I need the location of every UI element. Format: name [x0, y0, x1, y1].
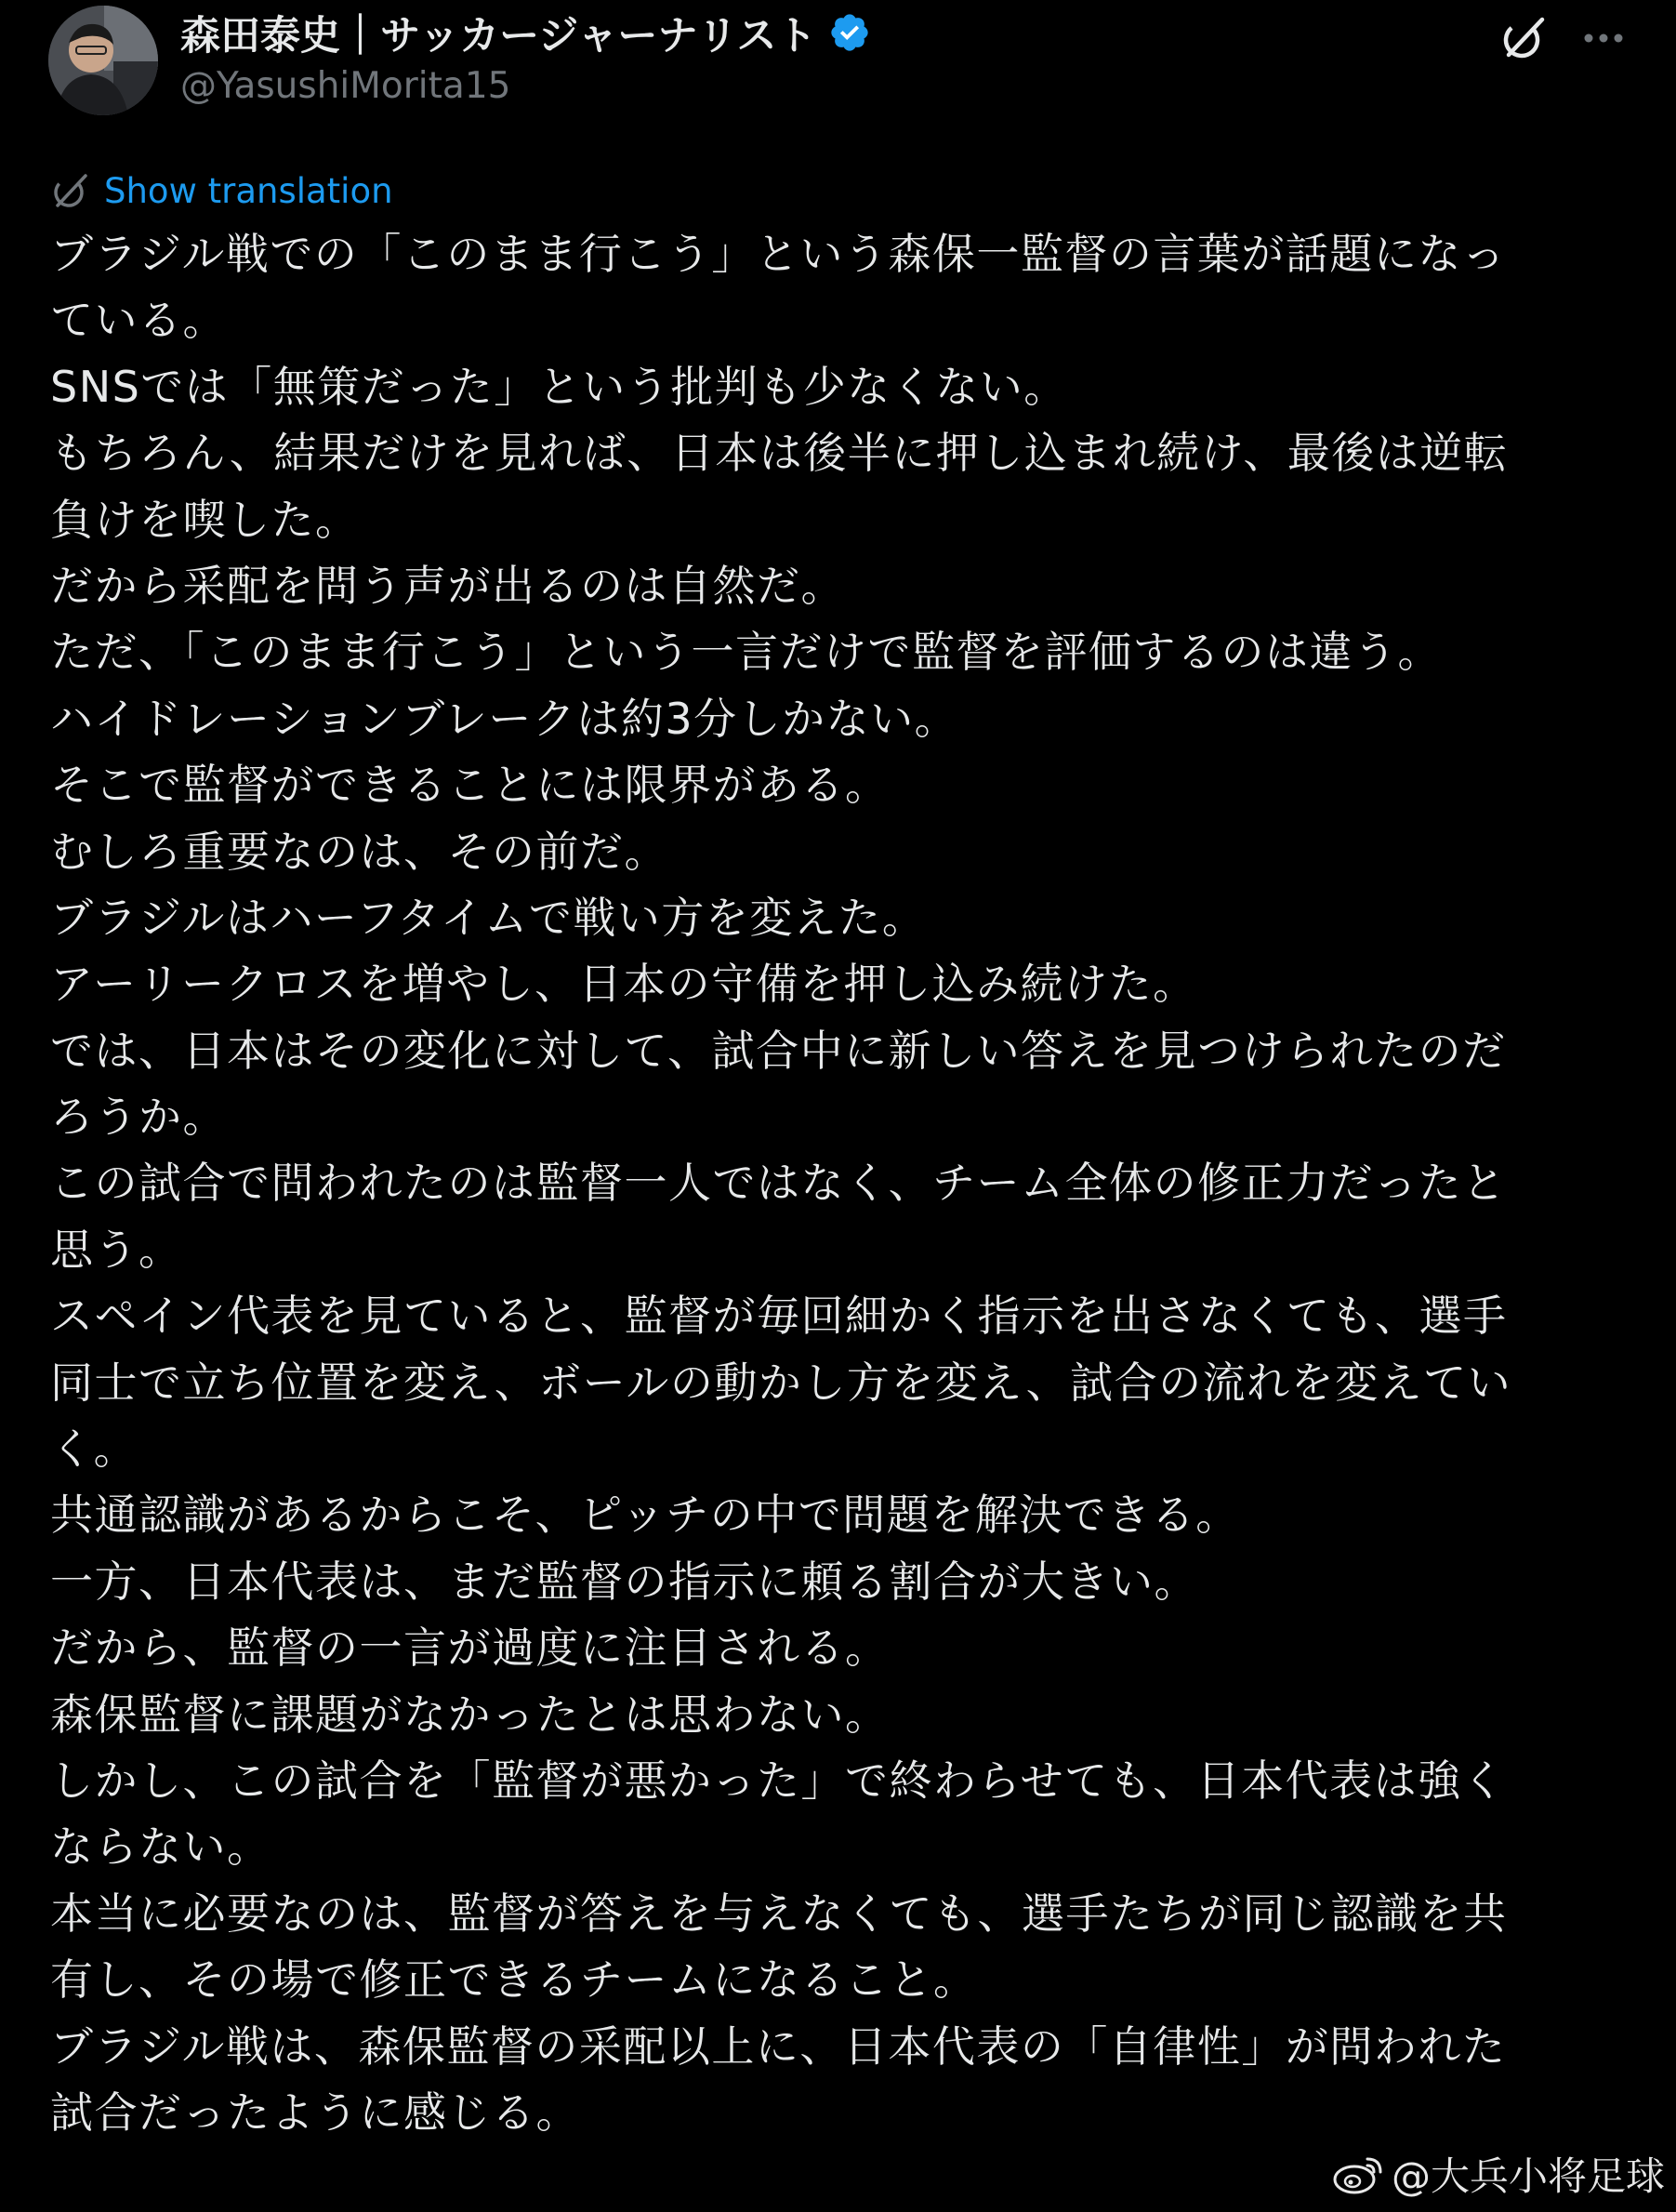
post-line: ている。 — [50, 295, 227, 346]
verified-badge-icon — [828, 11, 871, 54]
show-translation-label[interactable]: Show translation — [104, 170, 393, 211]
post-line: ろうか。 — [50, 1092, 227, 1143]
post-line: 同士で立ち位置を変え、ボールの動かし方を変え、試合の流れを変えてい — [50, 1357, 1512, 1408]
watermark-text: @大兵小将足球 — [1391, 2153, 1665, 2199]
post-line: SNSでは「無策だった」という批判も少なくない。 — [50, 361, 1068, 412]
post-line: 思う。 — [50, 1224, 183, 1275]
post-line: むしろ重要なのは、その前だ。 — [50, 826, 668, 877]
post-line: 森保監督に課題がなかったとは思わない。 — [50, 1689, 890, 1740]
post-line: では、日本はその変化に対して、試合中に新しい答えを見つけられたのだ — [50, 1025, 1507, 1076]
post-line: だから采配を問う声が出るのは自然だ。 — [50, 560, 845, 611]
author-display-name[interactable]: 森田泰史｜サッカージャーナリスト — [180, 12, 817, 60]
post-line: 共通認識があるからこそ、ピッチの中で問題を解決できる。 — [50, 1490, 1240, 1541]
post-line: 有し、その場で修正できるチームになること。 — [50, 1954, 978, 2006]
watermark — [1332, 2144, 1665, 2204]
post-line: ハイドレーションブレークは約3分しかない。 — [50, 693, 959, 744]
author-handle[interactable]: @YasushiMorita15 — [180, 65, 511, 107]
more-horizontal-icon — [1583, 33, 1624, 44]
post-line: この試合で問われたのは監督一人ではなく、チーム全体の修正力だったと — [50, 1158, 1507, 1209]
post-line: ならない。 — [50, 1821, 271, 1873]
more-button[interactable] — [1571, 6, 1636, 71]
post-line: 負けを喫した。 — [50, 494, 360, 545]
grok-icon — [1499, 14, 1548, 62]
show-translation-button[interactable] — [50, 164, 393, 218]
grok-button[interactable] — [1491, 6, 1556, 71]
avatar[interactable] — [48, 6, 158, 115]
post-line: だから、監督の一言が過度に注目される。 — [50, 1623, 890, 1674]
post-line: ブラジル戦での「このまま行こう」という森保一監督の言葉が話題になっ — [50, 229, 1507, 279]
weibo-icon — [1332, 2152, 1386, 2196]
post-line: 試合だったように感じる。 — [50, 2086, 580, 2138]
post-line: ブラジルはハーフタイムで戦い方を変えた。 — [50, 892, 927, 943]
post-line: しかし、この試合を「監督が悪かった」で終わらせても、日本代表は強く — [50, 1755, 1507, 1806]
post-line: そこで監督ができることには限界がある。 — [50, 760, 890, 811]
author-name-row — [180, 6, 871, 60]
post-line: もちろん、結果だけを見れば、日本は後半に押し込まれ続け、最後は逆転 — [50, 428, 1509, 479]
post-line: 一方、日本代表は、まだ監督の指示に頼る割合が大きい。 — [50, 1556, 1198, 1607]
post-line: アーリークロスを増やし、日本の守備を押し込み続けた。 — [50, 959, 1197, 1010]
post-line: スペイン代表を見ていると、監督が毎回細かく指示を出さなくても、選手 — [50, 1291, 1508, 1342]
post-line: ブラジル戦は、森保監督の采配以上に、日本代表の「自律性」が問われた — [50, 2020, 1507, 2072]
avatar-image — [48, 6, 158, 115]
translate-grok-icon — [50, 170, 91, 211]
post-line: く。 — [50, 1424, 139, 1475]
post-line: 本当に必要なのは、監督が答えを与えなくても、選手たちが同じ認識を共 — [50, 1887, 1508, 1939]
post-line: ただ、「このまま行こう」という一言だけで監督を評価するのは違う。 — [50, 627, 1442, 678]
post-text — [50, 221, 1630, 2146]
